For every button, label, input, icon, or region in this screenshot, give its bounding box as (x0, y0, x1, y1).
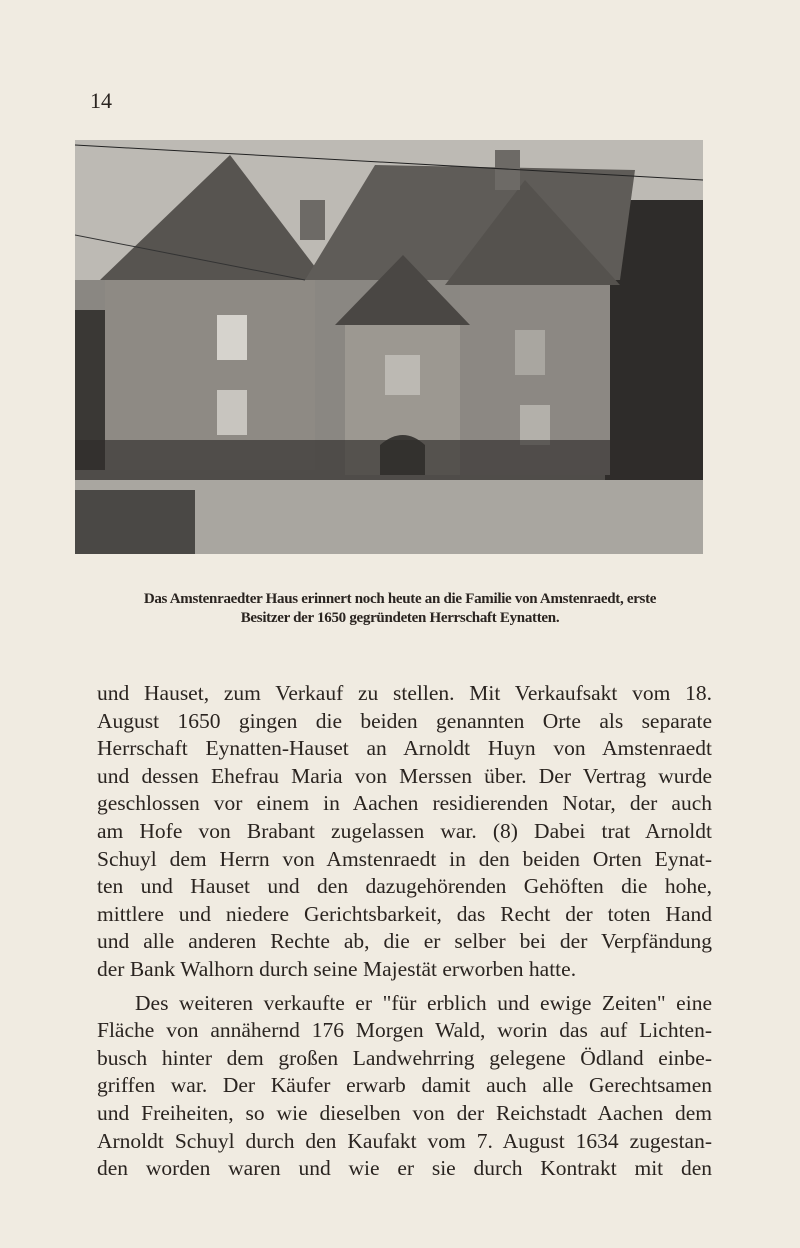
caption-line: Besitzer der 1650 gegründeten Herrschaft Eynatten. (240, 610, 560, 626)
paragraph (97, 990, 712, 1183)
photo-caption (80, 590, 720, 628)
text-line: am Hofe von Brabant zugelassen war. (8) Dabei trat Arnoldt (97, 818, 712, 843)
paragraph (97, 680, 712, 984)
text-line: und dessen Ehefrau Maria von Merssen über. Der Vertrag wurde (97, 763, 712, 788)
body-text (97, 680, 712, 1183)
text-line: August 1650 gingen die beiden genannten Orte als separate (97, 708, 712, 733)
text-line: Des weiteren verkaufte er "für erblich und ewige Zeiten" eine (135, 990, 712, 1015)
text-line: Fläche von annähernd 176 Morgen Wald, worin das auf Lichten- (97, 1018, 712, 1043)
text-line: geschlossen vor einem in Aachen residierenden Notar, der auch (97, 791, 712, 816)
text-line: ten und Hauset und den dazugehörenden Gehöften die hohe, (97, 874, 712, 899)
text-line: der Bank Walhorn durch seine Majestät erworben hatte. (97, 956, 577, 981)
page-number: 14 (90, 88, 112, 113)
text-line: busch hinter dem großen Landwehrring gelegene Ödland einbe- (97, 1045, 712, 1070)
text-line: griffen war. Der Käufer erwarb damit auch alle Gerechtsamen (97, 1073, 712, 1098)
text-line: Schuyl dem Herrn von Amstenraedt in den beiden Orten Eynat- (97, 846, 712, 871)
text-line: Arnoldt Schuyl durch den Kaufakt vom 7. August 1634 zugestan- (97, 1128, 712, 1153)
text-line: und Freiheiten, so wie dieselben von der Reichstadt Aachen dem (97, 1100, 712, 1125)
text-line: den worden waren und wie er sie durch Kontrakt mit den (97, 1156, 712, 1181)
text-line: und Hauset, zum Verkauf zu stellen. Mit Verkaufsakt vom 18. (97, 681, 712, 705)
text-line: und alle anderen Rechte ab, die er selber bei der Verpfändung (97, 929, 712, 954)
photo-amstenraedter-haus (75, 140, 703, 554)
fence (75, 440, 703, 480)
text-line: mittlere und niedere Gerichtsbarkeit, das Recht der toten Hand (97, 901, 712, 926)
caption-line: Das Amstenraedter Haus erinnert noch heute an die Familie von Amstenraedt, erste (143, 591, 657, 607)
text-line: Herrschaft Eynatten-Hauset an Arnoldt Huyn von Amstenraedt (97, 736, 712, 761)
